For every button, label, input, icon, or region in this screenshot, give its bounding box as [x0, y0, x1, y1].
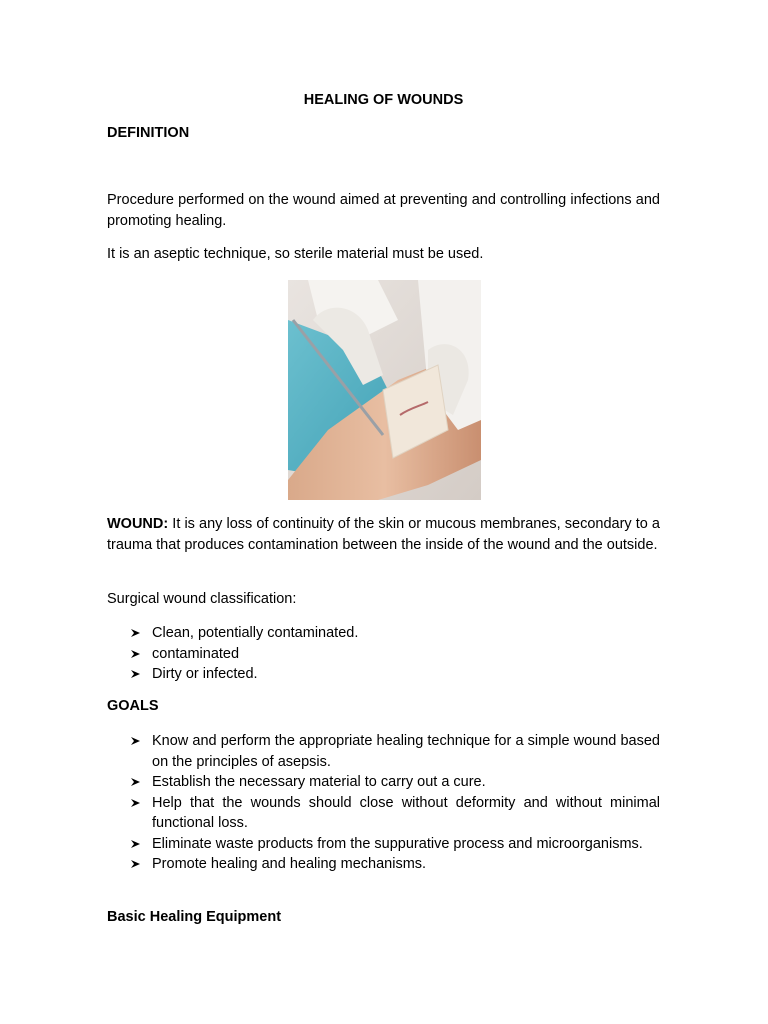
aseptic-paragraph: It is an aseptic technique, so sterile material must be used. [107, 246, 484, 262]
list-item: contaminated [107, 644, 660, 665]
list-item: Eliminate waste products from the suppurative process and microorganisms. [107, 834, 660, 855]
wound-text: It is any loss of continuity of the skin or mucous membranes, secondary to a trauma that produces contamination between the inside of the wound and the outside. [107, 516, 660, 553]
list-item: Know and perform the appropriate healing technique for a simple wound based on the principles of asepsis. [107, 731, 660, 772]
arrowhead-bullet-icon [129, 834, 143, 854]
wound-dressing-photo [288, 280, 481, 500]
definition-heading: DEFINITION [107, 125, 190, 141]
arrowhead-bullet-icon [129, 854, 143, 874]
arrowhead-bullet-icon [129, 793, 143, 813]
arrowhead-bullet-icon [129, 731, 143, 751]
classification-list [107, 623, 660, 685]
arrowhead-bullet-icon [129, 664, 143, 684]
wound-definition [107, 514, 660, 556]
arrowhead-bullet-icon [129, 623, 143, 643]
list-item: Establish the necessary material to carry out a cure. [107, 772, 660, 793]
arrowhead-bullet-icon [129, 772, 143, 792]
arrowhead-bullet-icon [129, 644, 143, 664]
equipment-heading: Basic Healing Equipment [107, 909, 282, 925]
goals-list [107, 731, 660, 875]
list-item: Help that the wounds should close without deformity and without minimal functional loss. [107, 793, 660, 834]
document-title: HEALING OF WOUNDS [303, 92, 464, 108]
classification-intro: Surgical wound classification: [107, 591, 297, 607]
list-item: Dirty or infected. [107, 664, 660, 685]
wound-label: WOUND: [107, 516, 169, 532]
list-item: Clean, potentially contaminated. [107, 623, 660, 644]
definition-paragraph: Procedure performed on the wound aimed at preventing and controlling infections and promoting healing. [107, 192, 660, 229]
goals-heading: GOALS [107, 698, 159, 714]
list-item: Promote healing and healing mechanisms. [107, 854, 660, 875]
